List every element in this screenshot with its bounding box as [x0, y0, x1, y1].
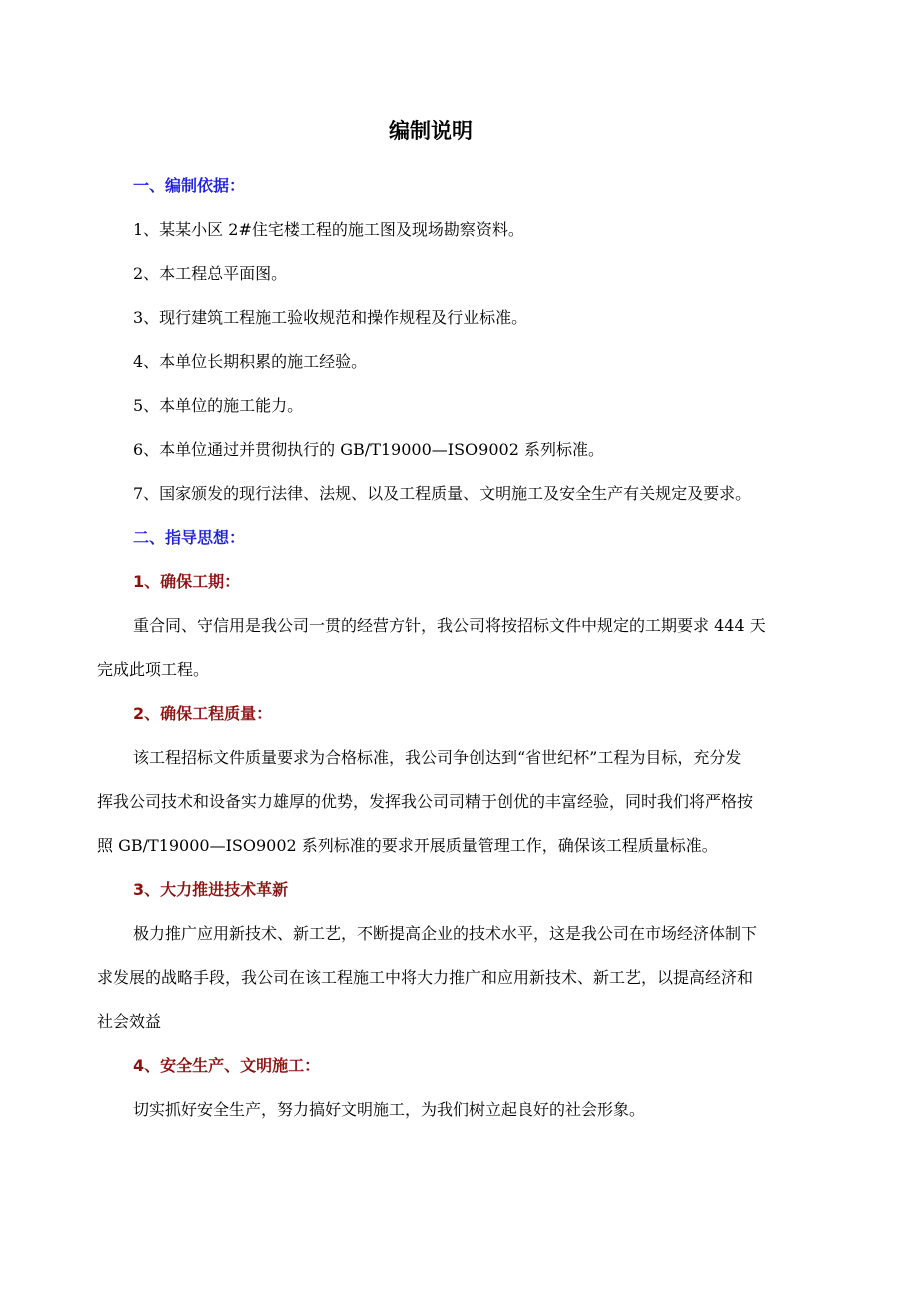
- subsection-2-heading: 2、确保工程质量：: [133, 704, 273, 723]
- paragraph-line: 社会效益: [97, 1012, 162, 1031]
- paragraph-line: 该工程招标文件质量要求为合格标准，我公司争创达到“省世纪杯”工程为目标，充分发: [133, 748, 742, 767]
- paragraph-line: 切实抓好安全生产，努力搞好文明施工，为我们树立起良好的社会形象。: [133, 1100, 646, 1119]
- paragraph-line: 极力推广应用新技术、新工艺，不断提高企业的技术水平，这是我公司在市场经济体制下: [133, 924, 758, 943]
- paragraph-line: 完成此项工程。: [97, 660, 210, 679]
- paragraph-line: 照 GB/T19000—ISO9002 系列标准的要求开展质量管理工作，确保该工程质量标准。: [97, 836, 718, 855]
- basis-item-6: 6、本单位通过并贯彻执行的 GB/T19000—ISO9002 系列标准。: [133, 440, 604, 459]
- subsection-4-heading: 4、安全生产、文明施工：: [133, 1056, 321, 1075]
- basis-item-2: 2、本工程总平面图。: [133, 264, 288, 283]
- basis-item-5: 5、本单位的施工能力。: [133, 396, 304, 415]
- paragraph-line: 挥我公司技术和设备实力雄厚的优势，发挥我公司司精于创优的丰富经验，同时我们将严格按: [97, 792, 754, 811]
- subsection-1-heading: 1、确保工期：: [133, 572, 241, 591]
- subsection-3-heading: 3、大力推进技术革新: [133, 880, 289, 899]
- page-title: 编制说明: [389, 119, 473, 143]
- section2-heading: 二、指导思想：: [133, 528, 246, 547]
- basis-item-3: 3、现行建筑工程施工验收规范和操作规程及行业标准。: [133, 308, 528, 327]
- paragraph-line: 求发展的战略手段，我公司在该工程施工中将大力推广和应用新技术、新工艺，以提高经济和: [97, 968, 754, 987]
- section1-heading: 一、编制依据：: [133, 176, 246, 195]
- paragraph-line: 重合同、守信用是我公司一贯的经营方针，我公司将按招标文件中规定的工期要求 444 天: [133, 616, 766, 635]
- basis-item-4: 4、本单位长期积累的施工经验。: [133, 352, 368, 371]
- basis-item-1: 1、某某小区 2#住宅楼工程的施工图及现场勘察资料。: [133, 220, 524, 239]
- basis-item-7: 7、国家颁发的现行法律、法规、以及工程质量、文明施工及安全生产有关规定及要求。: [133, 484, 752, 503]
